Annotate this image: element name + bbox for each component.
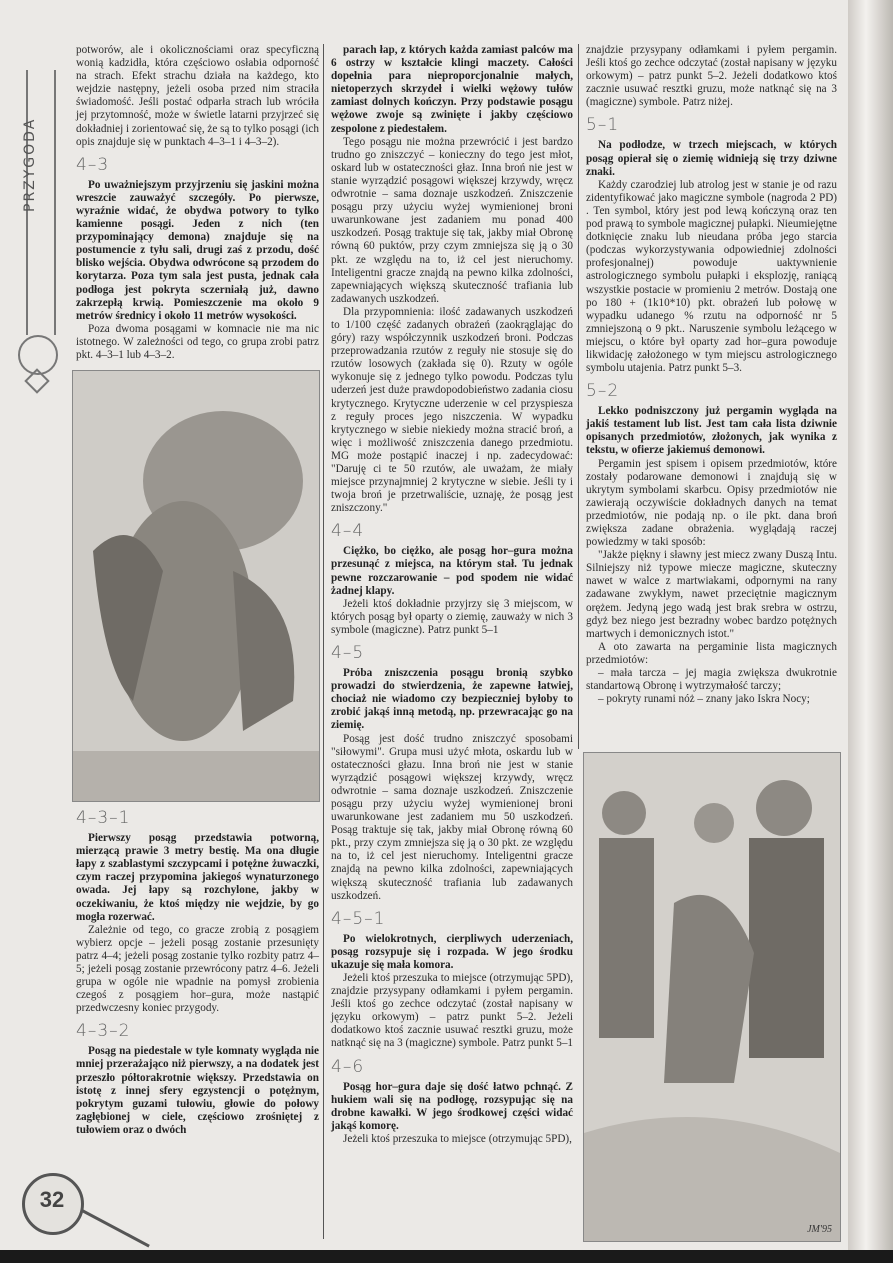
paragraph: znajdzie przysypany odłamkami i pyłem pergamin. Jeśli ktoś go zechce odczytać (został napisany w języku orkowym) – patrz punkt 5–2. Jeżeli dodatkowo ktoś zacznie usuwać resztki gruzu, może natknąć się na 3 (magiczne) symbole. Patrz niżej. <box>586 44 837 109</box>
page-number-emblem <box>22 1165 152 1235</box>
boxed-read-aloud-text: Po wielokrotnych, cierpliwych uderzeniach, posąg rozsypuje się i rozpada. W jego środku ukazuje się mała komora. <box>331 932 573 971</box>
paragraph: A oto zawarta na pergaminie lista magicznych przedmiotów: <box>586 640 837 666</box>
column-divider <box>323 44 324 1239</box>
section-heading: 5–1 <box>586 115 620 136</box>
column-divider <box>578 44 579 749</box>
scan-border <box>0 1250 893 1263</box>
section-heading: 5–2 <box>586 381 620 402</box>
boxed-read-aloud-text: Posąg na piedestale w tyle komnaty wygląda nie mniej przerażająco niż pierwszy, a na dodatek jest przeszło półtorakrotnie większy. Przedstawia on istotę z innej sfery egzystencji o potężnym, pokrytym guzami tułowiu, głowie do połowy zagłębionej w ciele, częściowo zrośniętej z tułowiem oraz o dwóch <box>76 1045 319 1136</box>
boxed-read-aloud-text: Ciężko, bo ciężko, ale posąg hor–gura można przesunąć z miejsca, na którym stał. Tu jednak pewne rozczarowanie – pod spodem nie widać żadnej klapy. <box>331 545 573 597</box>
paragraph: potworów, ale i okolicznościami oraz specyficzną wonią kadzidła, która częściowo osłabia odporność na strach. Efekt strachu działa na każdego, kto wejdzie następny, jeżeli osoba przed nim straciła świadomość. Jeśli postać odparła strach lub wróciła jej przytomność, może w świetle latarni przyjrzeć się dokładniej i zorientować się, że są to tylko posągi (ich opis znajduje się w punktach 4–3–1 i 4–3–2). <box>76 44 319 148</box>
sidebar-label: PRZYGODA <box>22 117 38 213</box>
column-3 <box>586 44 837 706</box>
section-heading: 4–4 <box>331 521 365 542</box>
boxed-read-aloud-text: Na podłodze, w trzech miejscach, w których posąg opierał się o ziemię widnieją się trzy dziwne znaki. <box>586 139 837 178</box>
boxed-read-aloud-text: Pierwszy posąg przedstawia potworną, mierzącą prawie 3 metry bestię. Ma ona długie łapy z szablastymi szczypcami i potężne żuwaczki, czym raczej przypomina jakiegoś wynaturzonego owada. Jej łapy są rozchylone, jakby w oczekiwaniu, że ktoś między nie wejdzie, by go mogła rozerwać. <box>76 832 319 923</box>
section-heading: 4–3–1 <box>76 808 131 829</box>
statue-illustration <box>72 370 320 802</box>
illustrator-signature: JM'95 <box>807 1224 832 1235</box>
paragraph: Posąg jest dość trudno zniszczyć sposobami "siłowymi". Grupa musi użyć młota, oskardu lub w ostateczności głazu. Inna broń nie jest w stanie wyrządzić posągowi większej krzywdy, wręcz odwrotnie – sama doznaje uszkodzeń. Zniszczenie posągu przy użyciu wyżej wymienionej broni uwarunkowane jest zadaniem mu 50 uszkodzeń. Posąg traktuje się tak, jakby miał Obronę równą 60 pkt., przy czym zmniejsza się ją o 30 pkt. ze względu na to, iż cel jest nieruchomy. Inteligentni gracze znajdą na pewno kilka zdolności, zapewniających większą skuteczność trafiania lub zadawanych uszkodzeń. <box>331 732 573 902</box>
paragraph: Poza dwoma posągami w komnacie nie ma nic istotnego. W zależności od tego, co grupa zrobi patrz pkt. 4–3–1 lub 4–3–2. <box>76 322 319 361</box>
paragraph: Pergamin jest spisem i opisem przedmiotów, które zostały podarowane demonowi i znajdują się w ukrytym symbolami skarbcu. Opisy przedmiotów nie zawierają oczywiście dokładnych danych na temat przedmiotów, nie podają np. o ile pkt. dana broń zwiększa zadane obrażenia. wyglądają raczej powiedzmy w taki sposób: <box>586 457 837 549</box>
section-heading: 4–3 <box>76 154 110 175</box>
section-heading: 4–5 <box>331 643 365 664</box>
page-number: 32 <box>39 1187 65 1212</box>
boxed-read-aloud-text: Próba zniszczenia posągu bronią szybko prowadzi do stwierdzenia, że zapewne łatwiej, chociaż nie wiadomo czy bezpieczniej byłoby to zrobić jakąś inną metodą, np. przewracając go na ziemię. <box>331 667 573 732</box>
paragraph: Jeżeli ktoś przeszuka to miejsce (otrzymując 5PD), znajdzie przysypany odłamkami i pyłem pergamin. Jeśli ktoś go zechce odczytać (został napisany w języku orkowym) – patrz punkt 5–2. Jeżeli dodatkowo ktoś zacznie usuwać resztki gruzu, może natknąć się na 3 (magiczne) symbole. Patrz punkt 5–1 <box>331 972 574 1050</box>
paragraph: Jeżeli ktoś dokładnie przyjrzy się 3 miejscom, w których posąg był oparty o ziemię, zauważy w nich 3 symbole (magiczne). Patrz punkt 5–1 <box>331 597 573 636</box>
paragraph: Dla przypomnienia: ilość zadawanych uszkodzeń to 1/100 część zadanych obrażeń (zaokrąglając do góry) razy współczynnik uszkodzeń broni. Podczas przeprowadzania rzutów z reguły nie stosuje się do rzutów losowych (zakłada się 0). Rzuty w ogóle wykonuje się z jednego tylko powodu. Podczas tylu uderzeń jest duże prawdopodobieństwo zadania ciosu krytycznego. Krytyczne uderzenie w cel przyspiesza z reguły proces jego niszczenia. W wypadku krytycznego w siebie niekiedy można stracić broń, a więc i możliwość zniszczenia danego przedmiotu. MG może postąpić inaczej i np. zadecydować: "Daruję ci te 50 rzutów, ale uważam, że miały miejsce przynajmniej 2 krytyczne w siebie. Jeśli ty i twoja broń je przetrwaliście, uznaję, że posąg jest zniszczony." <box>331 305 573 515</box>
paragraph: Tego posągu nie można przewrócić i jest bardzo trudno go zniszczyć – konieczny do tego jest młot, oskard lub w ostateczności głaz. Inna broń nie jest w stanie wyrządzić posągowi większej krzywdy, wręcz odwrotnie – sama doznaje uszkodzeń. Zniszczenie posągu przy użyciu wyżej wymienionej broni uwarunkowane jest zadaniem mu ponad 400 uszkodzeń. Posąg traktuje się tak, jakby miał Obronę równą 60 puktów, przy czym zmniejsza się ją o 30 pkt. ze względu na to, iż cel jest nieruchomy. Inteligentni gracze znajdą na pewno kilka zdolności, zapewniających większą skuteczność trafiania lub zadawanych uszkodzeń. <box>331 135 573 305</box>
paragraph: – mała tarcza – jej magia zwiększa dwukrotnie standartową Obronę i wytrzymałość tarczy; <box>586 667 837 693</box>
section-heading: 4–5–1 <box>331 908 386 929</box>
paragraph: – pokryty runami nóż – znany jako Iskra Nocy; <box>598 693 810 706</box>
adventurers-illustration <box>583 752 841 1242</box>
section-heading: 4–3–2 <box>76 1021 131 1042</box>
paragraph: Zależnie od tego, co gracze zrobią z posągiem wybierz opcje – jeżeli posąg zostanie przesunięty patrz 4–4; jeżeli posąg zostanie tylko rozbity patrz 4–5; jeżeli posąg zostanie przewrócony patrz 4–6. Jeżeli grupa w ogóle nie wpadnie na pomysł zrobienia czegoś z posągiem hor–gura, może nastąpić przedwczesny koniec przygody. <box>76 923 319 1015</box>
boxed-read-aloud-text: parach łap, z których każda zamiast palców ma 6 ostrzy w kształcie klingi maczety. Całości dopełnia para nieproporcjonalnie małych, nietoperzych skrzydeł i wielki wężowy tułów zamiast dolnych kończyn. Przy podstawie posągu wężowe zwoje są zwinięte i jakby częściowo zespolone z piedestałem. <box>331 44 573 135</box>
paragraph: Każdy czarodziej lub atrolog jest w stanie je od razu zidentyfikować jako magiczne symbole (nagroda 2 PD) . Ten symbol, który jest pod lewą kończyną oraz ten pod prawą to symbole magicznej pułapki. Nieumiejętne dotknięcie znaku lub nieudana próba jego starcia (podczas wykorzystywania odpowiedniej zdolności profesjonalnej) powoduje uaktywnienie astrologicznego symbolu pułapki i eksplozję, raniącą wszystkie postacie w promieniu 2 metrów. Dostają one po 180 + (1k10*10) pkt. obrażeń lub połowę w wypadku udanego % rzutu na odporność nr 5 zmniejszoną o 9 pkt.. Naruszenie symbolu leżącego w miejscu, o które był oparty zad hor–gura powoduje likwidację założonego w tym miejscu astrologicznego symbolu utajenia. Patrz punkt 5–3. <box>586 178 837 375</box>
column-2 <box>331 44 573 1146</box>
paragraph: Jeżeli ktoś przeszuka to miejsce (otrzymując 5PD), <box>343 1132 572 1145</box>
column-1 <box>76 44 319 1137</box>
boxed-read-aloud-text: Posąg hor–gura daje się dość łatwo pchnąć. Z hukiem wali się na podłogę, rozsypując się na drobne kawałki. W jego środkowej części widać jakąś komorę. <box>331 1080 573 1132</box>
section-heading: 4–6 <box>331 1056 365 1077</box>
scan-page-edge <box>848 0 893 1263</box>
boxed-read-aloud-text: Po uważniejszym przyjrzeniu się jaskini można wreszcie zauważyć szczegóły. Po pierwsze, wyraźnie widać, że obydwa potwory to tylko kamienne posągi. Jeden z nich (ten przypominający demona) znajduje się na postumencie z tyłu sali, drugi zaś z przodu, dość blisko wejścia. Obydwa odwrócone są przodem do korytarza. Poza tym sala jest pusta, jednak cała podłoga jest pokryta sczerniałą już, dawno zakrzepłą krwią. Pomieszczenie ma około 9 metrów średnicy i około 11 metrów wysokości. <box>76 178 319 322</box>
paragraph: "Jakże piękny i sławny jest miecz zwany Duszą Intu. Silniejszy niż typowe miecze magiczne, skuteczny nawet w walce z martwiakami, odpornymi na rany zadawane zwykłym, nawet przeciętnie magicznym orężem. Jedyną jego wadą jest brak srebra w ostrzu, gdyż bez niego jest bezradny wobec bardzo potężnych martwych i demonicznych istot." <box>586 549 837 640</box>
boxed-read-aloud-text: Lekko podniszczony już pergamin wygląda na jakiś testament lub list. Jest tam cała lista dziwnie opisanych przedmiotów, złożonych, jak wynika z tekstu, w ofierze jakiemuś demonowi. <box>586 405 837 457</box>
